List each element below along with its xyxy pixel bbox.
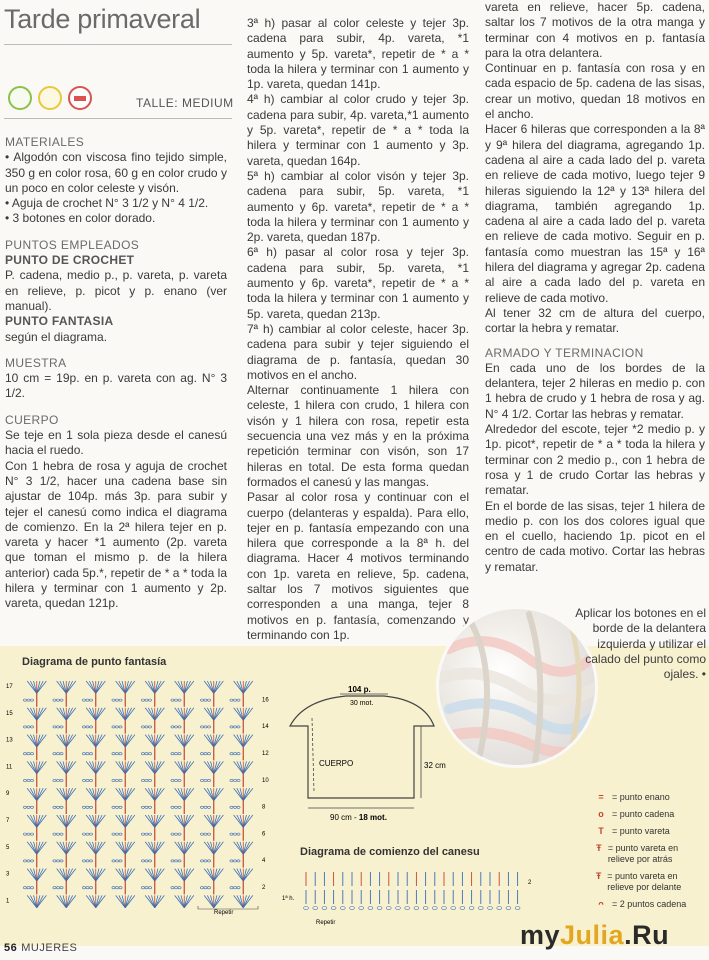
repeat-label: Repetir — [316, 920, 336, 926]
stitch-mark — [350, 872, 355, 910]
armado-heading: ARMADO Y TERMINACION — [485, 345, 644, 360]
stitch-motif — [27, 869, 46, 881]
stitch-motif — [86, 788, 105, 800]
stitch-motif — [171, 827, 184, 840]
difficulty-indicators — [8, 86, 92, 110]
cuerpo-heading: CUERPO — [5, 412, 59, 427]
row-number-left: 9 — [6, 791, 10, 798]
stitch-motif — [200, 881, 213, 894]
stitch-motif — [23, 827, 36, 840]
stitch-motif — [230, 693, 243, 706]
stitch-motif — [204, 735, 223, 747]
stitch-motif — [175, 788, 194, 800]
stitch-motif — [175, 815, 194, 827]
instruction-paragraph: Al tener 32 cm de altura del cuerpo, cortar la hebra y rematar. — [485, 305, 705, 336]
stitch-motif — [145, 815, 164, 827]
stitch-motif — [204, 869, 223, 881]
stitch-motif — [204, 788, 223, 800]
row-number-right: 8 — [262, 804, 266, 811]
muestra-text: 10 cm = 19p. en p. vareta con ag. N° 3 1/2. — [5, 371, 227, 401]
punto-fantasia-heading: PUNTO FANTASIA — [5, 314, 114, 329]
red-circle-icon — [68, 86, 92, 110]
row-number-left: 13 — [6, 737, 13, 744]
stitch-motif — [112, 801, 125, 814]
stitch-motif — [86, 869, 105, 881]
stitch-motif — [200, 693, 213, 706]
puntos-heading: PUNTOS EMPLEADOS — [5, 237, 140, 252]
stitch-motif — [200, 854, 213, 867]
row-number-right: 2 — [528, 880, 532, 886]
materiales-item: • 3 botones en color dorado. — [5, 211, 156, 226]
stitch-mark — [423, 872, 428, 910]
stitch-motif — [57, 895, 76, 907]
row-number-left: 5 — [6, 844, 10, 851]
stitch-mark — [396, 872, 401, 910]
stitch-mark — [331, 872, 336, 910]
stitch-motif — [145, 869, 164, 881]
stitch-motif — [53, 801, 66, 814]
stitch-mark — [405, 872, 410, 910]
row-number-left: 15 — [6, 710, 13, 717]
stitch-motif — [171, 881, 184, 894]
instruction-paragraph: 5ª h) cambiar al color visón y tejer 3p. cadena para subir, 5p. vareta, *1 aumento y 6p. vareta*, repetir de * a * toda la hilera y terminar con 1 aumento y 2p. vareta, quedan 187p. — [247, 168, 469, 245]
stitch-motif — [57, 735, 76, 747]
stitch-motif — [27, 708, 46, 720]
instruction-paragraph: En el borde de las sisas, tejer 1 hilera de medio p. con los dos colores igual que en el cuello, haciendo 1p. picot en el centro de cada motivo. Cortar las hebras y rematar. — [485, 498, 705, 574]
stitch-motif — [200, 801, 213, 814]
row-number-right: 16 — [262, 697, 269, 704]
legend-label: = punto cadena — [612, 809, 675, 819]
stitch-mark — [506, 872, 511, 910]
stitch-motif — [230, 881, 243, 894]
stitch-motif — [27, 788, 46, 800]
legend-item — [594, 792, 704, 803]
stitch-motif — [116, 708, 135, 720]
stitch-motif — [171, 774, 184, 787]
legend-label: = punto vareta en relieve por delante — [607, 871, 682, 892]
instruction-paragraph: Alternar continuamente 1 hilera con celeste, 1 hilera con crudo, 1 hilera con visón y 1 hilera con rosa, repetir esta secuencia una vez más y en la próxima repetición terminar con visón, son 17 hileras en total. De esta forma quedan formados el canesú y las mangas. — [247, 383, 469, 489]
fantasia-stitch-diagram — [0, 668, 280, 920]
stitch-mark — [386, 872, 391, 910]
page-footer — [4, 942, 77, 954]
column-1 — [5, 135, 227, 612]
stitch-motif — [112, 774, 125, 787]
stitch-mark — [442, 872, 447, 910]
comienzo-diagram-title: Diagrama de comienzo del canesu — [300, 846, 480, 858]
row-number-right: 4 — [262, 858, 266, 865]
stitch-motif — [141, 747, 154, 760]
stitch-motif — [141, 693, 154, 706]
stitch-motif — [171, 854, 184, 867]
stitch-motif — [57, 788, 76, 800]
body-label: CUERPO — [319, 759, 354, 768]
stitch-motif — [230, 747, 243, 760]
stitch-motif — [116, 788, 135, 800]
stitch-motif — [175, 842, 194, 854]
stitch-motif — [234, 869, 253, 881]
stitch-motif — [141, 801, 154, 814]
legend-label: = 2 puntos cadena — [612, 899, 687, 909]
slip-stitch-icon: = — [598, 792, 604, 802]
stitch-motif — [204, 815, 223, 827]
stitch-motif — [175, 735, 194, 747]
punto-fantasia-text: según el diagrama. — [5, 329, 108, 344]
stitch-motif — [27, 735, 46, 747]
stitch-mark — [304, 872, 309, 910]
stitch-motif — [204, 761, 223, 773]
top-label: 104 p. — [348, 686, 371, 694]
stitch-motif — [23, 693, 36, 706]
page-title: Tarde primaveral — [4, 4, 201, 34]
stitch-motif — [27, 681, 46, 693]
materiales-item: • Algodón con viscosa fino tejido simple, 350 g en color rosa, 60 g en color crudo y un poco en color celeste y visón. — [5, 150, 227, 195]
stitch-motif — [234, 708, 253, 720]
stitch-motif — [145, 761, 164, 773]
stitch-motif — [82, 881, 95, 894]
stitch-motif — [116, 895, 135, 907]
chain-stitch-icon: o — [598, 809, 604, 819]
stitch-motif — [234, 735, 253, 747]
stitch-motif — [82, 774, 95, 787]
legend-item — [594, 826, 704, 837]
repeat-label: Repetir — [214, 910, 234, 916]
materiales-item: • Aguja de crochet N° 3 1/2 y N° 4 1/2. — [5, 196, 209, 211]
stitch-motif — [86, 735, 105, 747]
punto-crochet-heading: PUNTO DE CROCHET — [5, 253, 135, 268]
section-name: MUJERES — [21, 942, 78, 954]
stitch-mark — [460, 872, 465, 910]
cuerpo-paragraph: Se teje en 1 sola pieza desde el canesú hacia el ruedo. — [5, 428, 227, 458]
stitch-motif — [141, 854, 154, 867]
stitch-motif — [200, 747, 213, 760]
stitch-motif — [116, 842, 135, 854]
instruction-paragraph: 3ª h) pasar al color celeste y tejer 3p. cadena para subir, 4p. vareta, *1 aumento y 5p. vareta*, repetir de * a * toda la hilera y terminar con 1 aumento y 1p. vareta, quedan 141p. — [247, 16, 469, 92]
title-divider — [4, 44, 232, 45]
row-number-left: 17 — [6, 684, 13, 690]
fantasia-diagram-title: Diagrama de punto fantasía — [22, 656, 167, 668]
closing-paragraph: Aplicar los botones en el borde de la delantera izquierda y utilizar el calado del punto como ojales. • — [575, 606, 706, 682]
stitch-motif — [27, 761, 46, 773]
garment-schematic — [284, 686, 454, 826]
row-number-right: 6 — [262, 831, 266, 838]
yellow-circle-icon — [38, 86, 62, 110]
top-sub-label: 30 mot. — [350, 700, 374, 707]
stitch-motif — [230, 801, 243, 814]
stitch-motif — [57, 708, 76, 720]
muestra-heading: MUESTRA — [5, 355, 67, 370]
stitch-motif — [230, 854, 243, 867]
stitch-motif — [112, 720, 125, 733]
stitch-motif — [86, 761, 105, 773]
site-watermark: myJulia.Ru — [520, 920, 670, 950]
stitch-motif — [175, 681, 194, 693]
stitch-motif — [204, 895, 223, 907]
legend-label: = punto vareta — [612, 826, 670, 836]
instruction-paragraph: 4ª h) cambiar al color crudo y tejer 3p. cadena para subir, 4p. vareta,*1 aumento y 5p. vareta*, repetir de * a * toda la hilera y terminar con 1 aumento y 3p. vareta, quedan 164p. — [247, 92, 469, 168]
stitch-motif — [116, 869, 135, 881]
stitch-motif — [141, 827, 154, 840]
stitch-motif — [234, 815, 253, 827]
row-number-left: 1ª h. — [282, 896, 295, 902]
instruction-paragraph: Hacer 6 hileras que corresponden a la 8ª y 9ª hilera del diagrama, agregando 1p. cadena al aire a cada lado del p. vareta en relieve de cada motivo, luego tejer 9 hileras siguiendo la 12ª y 13ª hilera del diagrama, también agregando 1p. cadena al aire a cada lado del p. vareta en relieve de cada motivo. Seguir en p. fantasía como muestran las 15ª y 16ª hilera del diagrama y agregar 2p. cadena al aire a cada lado del p. vareta en relieve de cada motivo. — [485, 122, 705, 305]
row-number-left: 1 — [6, 898, 10, 905]
cuerpo-paragraph: Con 1 hebra de rosa y aguja de crochet N° 3 1/2, hacer una cadena base sin ajustar de 104p. más 3p. para subir y tejer el canesú como indica el diagrama de comienzo. En la 2ª hilera tejer en p. vareta y hacer *1 aumento (2p. vareta que toman el mismo p. de la hilera anterior) cada 5p.*, repetir de * a * toda la hilera y terminar con 1 aumento y 2p. vareta, quedan 121p. — [5, 458, 227, 611]
row-number-left: 11 — [6, 764, 13, 771]
row-number-right: 12 — [262, 751, 269, 757]
row-number-right: 2 — [262, 885, 266, 891]
stitch-motif — [141, 881, 154, 894]
instruction-paragraph: 7ª h) cambiar al color celeste, hacer 3p. cadena para subir y tejer siguiendo el diagrama de p. fantasía, quedan 30 motivos en el ancho. — [247, 321, 469, 382]
stitch-motif — [53, 720, 66, 733]
front-post-stitch-icon: Ŧ — [595, 871, 602, 881]
row-number-right: 14 — [262, 724, 269, 731]
stitch-motif — [204, 681, 223, 693]
stitch-motif — [53, 693, 66, 706]
stitch-mark — [322, 872, 327, 910]
stitch-motif — [53, 747, 66, 760]
front-opening-line — [312, 718, 314, 792]
stitch-motif — [175, 761, 194, 773]
stitch-motif — [53, 881, 66, 894]
stitch-motif — [23, 854, 36, 867]
stitch-mark — [414, 872, 419, 910]
stitch-motif — [234, 761, 253, 773]
row-number-left: 3 — [6, 871, 10, 878]
stitch-motif — [171, 747, 184, 760]
column-2 — [247, 16, 469, 643]
instruction-paragraph: Pasar al color rosa y continuar con el cuerpo (delanteras y espalda). Para ello, tejer en p. fantasía empezando con una hilera que corresponde a la 8ª h. del diagrama. Hacer 4 motivos terminando con 1p. vareta en relieve, 5p. cadena, saltar los 7 motivos siguientes que corresponden a una manga, tejer 8 motivos en p. fantasía, comenzando y terminando con 1p. — [247, 490, 469, 642]
stitch-motif — [86, 895, 105, 907]
stitch-motif — [145, 735, 164, 747]
legend-item — [594, 809, 704, 820]
instruction-paragraph: En cada uno de los bordes de la delantera, tejer 2 hileras en medio p. con 1 hebra de crudo y 1 hebra de rosa y ag. N° 4 1/2. Cortar las hebras y rematar. — [485, 360, 705, 421]
height-label: 32 cm — [424, 761, 446, 770]
stitch-motif — [82, 801, 95, 814]
stitch-motif — [57, 842, 76, 854]
stitch-motif — [82, 747, 95, 760]
stitch-motif — [112, 693, 125, 706]
stitch-mark — [377, 872, 382, 910]
comienzo-stitch-diagram — [280, 860, 542, 930]
stitch-mark — [313, 872, 318, 910]
stitch-motif — [204, 708, 223, 720]
page-number: 56 — [4, 942, 18, 954]
stitch-mark — [432, 872, 437, 910]
stitch-motif — [116, 761, 135, 773]
punto-crochet-text: P. cadena, medio p., p. vareta, p. vareta en relieve, p. picot y p. enano (ver manual). — [5, 268, 227, 313]
stitch-mark — [488, 872, 493, 910]
instruction-paragraph: Continuar en p. fantasía con rosa y en cada espacio de 5p. cadena de las sisas, crear un motivo, quedan 18 motivos en el ancho. — [485, 61, 705, 122]
size-label: TALLE: MEDIUM — [136, 96, 234, 110]
materiales-heading: MATERIALES — [5, 135, 85, 149]
stitch-motif — [234, 681, 253, 693]
stitch-motif — [23, 720, 36, 733]
stitch-motif — [116, 815, 135, 827]
stitch-motif — [27, 815, 46, 827]
stitch-legend — [594, 792, 704, 916]
stitch-mark — [469, 872, 474, 910]
stitch-motif — [145, 708, 164, 720]
stitch-motif — [145, 842, 164, 854]
stitch-motif — [86, 708, 105, 720]
stitch-motif — [171, 801, 184, 814]
stitch-motif — [23, 747, 36, 760]
size-divider — [4, 118, 232, 119]
stitch-motif — [86, 681, 105, 693]
stitch-motif — [200, 774, 213, 787]
stitch-motif — [204, 842, 223, 854]
row-number-left: 7 — [6, 818, 10, 824]
stitch-motif — [86, 842, 105, 854]
stitch-motif — [116, 681, 135, 693]
stitch-mark — [497, 872, 502, 910]
stitch-mark — [478, 872, 483, 910]
schematic-outline — [290, 696, 434, 798]
stitch-motif — [112, 881, 125, 894]
stitch-motif — [175, 895, 194, 907]
instruction-paragraph: 6ª h) pasar al color rosa y tejer 3p. cadena para subir, 5p. vareta, *1 aumento y 6p. vareta*, repetir de * a * toda la hilera y terminar con 1 aumento y 5p. vareta, quedan 213p. — [247, 245, 469, 321]
stitch-motif — [53, 854, 66, 867]
stitch-motif — [57, 815, 76, 827]
stitch-motif — [112, 854, 125, 867]
stitch-mark — [368, 872, 373, 910]
stitch-motif — [171, 693, 184, 706]
stitch-motif — [112, 747, 125, 760]
stitch-mark — [451, 872, 456, 910]
stitch-motif — [141, 720, 154, 733]
stitch-motif — [82, 720, 95, 733]
stitch-motif — [116, 735, 135, 747]
stitch-motif — [175, 869, 194, 881]
instruction-paragraph: vareta en relieve, hacer 5p. cadena, saltar los 7 motivos de la otra manga y terminar con 4 motivos en p. fantasía para la otra delantera. — [485, 0, 705, 60]
stitch-motif — [82, 693, 95, 706]
stitch-mark — [340, 872, 345, 910]
legend-item — [594, 843, 704, 865]
stitch-motif — [230, 720, 243, 733]
stitch-motif — [200, 720, 213, 733]
back-post-stitch-icon: Ŧ — [596, 843, 602, 853]
instruction-paragraph: Alrededor del escote, tejer *2 medio p. y 1p. picot*, repetir de * a * toda la hilera y terminar con 2 medio p., con 1 hebra de rosa y 1 de crudo Cortar las hebras y rematar. — [485, 422, 705, 498]
stitch-motif — [23, 774, 36, 787]
legend-item — [594, 899, 704, 910]
repeat-bracket — [198, 906, 258, 909]
stitch-motif — [53, 827, 66, 840]
two-chain-icon: ᴖ — [598, 899, 604, 909]
stitch-motif — [53, 774, 66, 787]
column-3 — [485, 0, 705, 575]
stitch-motif — [27, 842, 46, 854]
stitch-motif — [86, 815, 105, 827]
stitch-motif — [234, 788, 253, 800]
stitch-motif — [57, 869, 76, 881]
stitch-motif — [145, 788, 164, 800]
stitch-motif — [27, 895, 46, 907]
stitch-motif — [82, 827, 95, 840]
stitch-motif — [200, 827, 213, 840]
stitch-motif — [57, 681, 76, 693]
stitch-motif — [141, 774, 154, 787]
legend-item — [594, 871, 704, 893]
stitch-motif — [23, 801, 36, 814]
stitch-motif — [145, 895, 164, 907]
stitch-mark — [359, 872, 364, 910]
stitch-motif — [234, 895, 253, 907]
double-crochet-icon: T — [598, 826, 604, 836]
stitch-motif — [82, 854, 95, 867]
stitch-mark — [515, 872, 520, 910]
stitch-motif — [112, 827, 125, 840]
legend-label: = punto enano — [612, 792, 670, 802]
row-number-right: 10 — [262, 777, 269, 784]
stitch-motif — [234, 842, 253, 854]
bottom-label: 90 cm - 18 mot. — [330, 813, 387, 822]
stitch-motif — [23, 881, 36, 894]
stitch-motif — [171, 720, 184, 733]
green-circle-icon — [8, 86, 32, 110]
stitch-motif — [145, 681, 164, 693]
stitch-motif — [230, 774, 243, 787]
stitch-motif — [175, 708, 194, 720]
legend-label: = punto vareta en relieve por atrás — [607, 843, 679, 864]
stitch-motif — [230, 827, 243, 840]
stitch-motif — [57, 761, 76, 773]
